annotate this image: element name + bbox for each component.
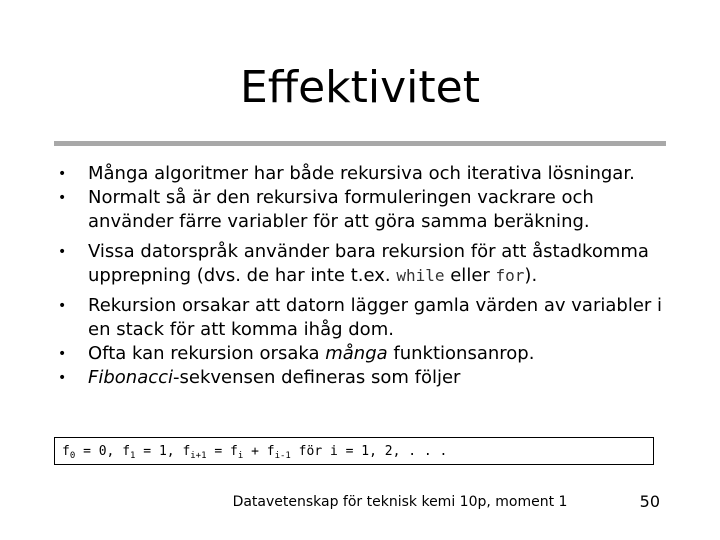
bullet-icon: •	[58, 346, 67, 362]
bullet-text: Rekursion orsakar att datorn lägger gamla värden av variabler i en stack för att komma ihåg dom.	[88, 295, 663, 340]
bullet-icon: •	[58, 298, 67, 314]
bullet-item	[58, 162, 678, 186]
bullet-icon: •	[58, 190, 67, 206]
footer-text: Datavetenskap för teknisk kemi 10p, moment 1	[232, 494, 568, 510]
emphasis: Fibonacci	[88, 367, 174, 388]
bullet-icon: •	[58, 166, 67, 182]
bullet-list	[58, 162, 678, 390]
bullet-icon: •	[58, 244, 67, 260]
slide-title: Effektivitet	[240, 62, 480, 113]
bullet-item	[58, 186, 678, 234]
bullet-text: Vissa datorspråk använder bara rekursion för att åstadkomma upprepning (dvs. de har inte t.ex. while eller for).	[88, 241, 649, 286]
title-divider	[54, 141, 666, 146]
page-number: 50	[639, 492, 660, 511]
bullet-item	[58, 366, 678, 390]
fibonacci-formula: $f_0 = 0$, $f_1 = 1$, $f_{i+1} = f_i + f_{i-1}$ för i = 1, 2, . . .	[54, 437, 654, 465]
emphasis: många	[325, 343, 388, 364]
bullet-text: Normalt så är den rekursiva formuleringen vackrare och använder färre variabler för att göra samma beräkning.	[88, 187, 594, 232]
code-for: for	[495, 266, 525, 285]
bullet-text: Många algoritmer har både rekursiva och iterativa lösningar.	[88, 163, 635, 184]
bullet-item	[58, 294, 678, 342]
bullet-text: Fibonacci-sekvensen defineras som följer	[88, 367, 461, 388]
bullet-text: Ofta kan rekursion orsaka många funktionsanrop.	[88, 343, 535, 364]
bullet-icon: •	[58, 370, 67, 386]
bullet-item	[58, 342, 678, 366]
bullet-item	[58, 240, 678, 288]
code-while: while	[396, 266, 445, 285]
